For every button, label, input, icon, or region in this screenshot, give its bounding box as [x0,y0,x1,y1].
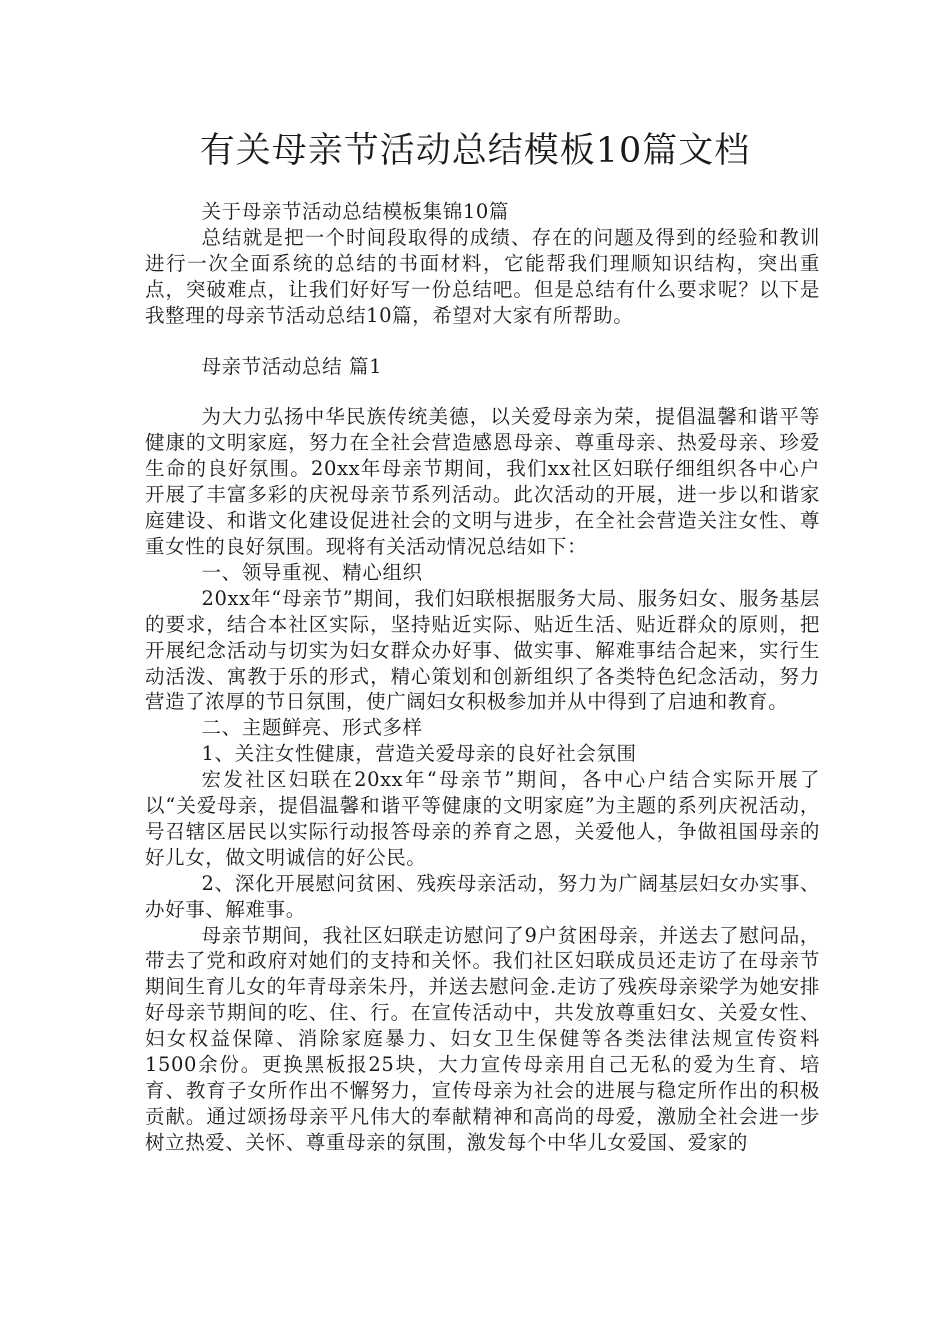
body-paragraph: 宏发社区妇联在20xx年“母亲节”期间，各中心户结合实际开展了以“关爱母亲，提倡温馨和谐平等健康的文明家庭”为主题的系列庆祝活动，号召辖区居民以实际行动报答母亲的养育之恩，关爱他人，争做祖国母亲的好儿女，做文明诚信的好公民。 [145,768,820,869]
subheading-two: 2、深化开展慰问贫困、残疾母亲活动，努力为广阔基层妇女办实事、办好事、解难事。 [145,871,820,921]
document-body [145,199,820,1156]
body-paragraph: 母亲节期间，我社区妇联走访慰问了9户贫困母亲，并送去了慰问品，带去了党和政府对她们的支持和关怀。我们社区妇联成员还走访了在母亲节期间生育儿女的年青母亲朱丹，并送去慰问金.走访了残疾母亲梁学为她安排好母亲节期间的吃、住、行。在宣传活动中，共发放尊重妇女、关爱女性、妇女权益保障、消除家庭暴力、妇女卫生保健等各类法律法规宣传资料1500余份。更换黑板报25块，大力宣传母亲用自己无私的爱为生育、培育、教育子女所作出不懈努力，宣传母亲为社会的进展与稳定所作出的积极贡献。通过颂扬母亲平凡伟大的奉献精神和高尚的母爱，激励全社会进一步树立热爱、关怀、尊重母亲的氛围，激发每个中华儿女爱国、爱家的 [145,923,820,1154]
subheading-one: 1、关注女性健康，营造关爱母亲的良好社会氛围 [201,742,637,766]
document-title: 有关母亲节活动总结模板10篇文档 [199,131,751,171]
section-heading: 母亲节活动总结 篇1 [201,354,383,378]
document-subtitle: 关于母亲节活动总结模板集锦10篇 [201,200,509,223]
intro-paragraph: 总结就是把一个时间段取得的成绩、存在的问题及得到的经验和教训进行一次全面系统的总结的书面材料，它能帮我们理顺知识结构，突出重点，突破难点，让我们好好写一份总结吧。但是总结有什么要求呢？以下是我整理的母亲节活动总结10篇，希望对大家有所帮助。 [145,225,820,327]
heading-two: 二、主题鲜亮、形式多样 [201,716,423,740]
body-paragraph: 20xx年“母亲节”期间，我们妇联根据服务大局、服务妇女、服务基层的要求，结合本社区实际，坚持贴近实际、贴近生活、贴近群众的原则，把开展纪念活动与切实为妇女群众办好事、做实事、解难事结合起来，实行生动活泼、寓教于乐的形式，精心策划和创新组织了各类特色纪念活动，努力营造了浓厚的节日氛围，使广阔妇女积极参加并从中得到了启迪和教育。 [145,586,820,714]
heading-one: 一、领导重视、精心组织 [201,560,423,584]
body-paragraph: 为大力弘扬中华民族传统美德，以关爱母亲为荣，提倡温馨和谐平等健康的文明家庭，努力在全社会营造感恩母亲、尊重母亲、热爱母亲、珍爱生命的良好氛围。20xx年母亲节期间，我们xx社区妇联仔细组织各中心户开展了丰富多彩的庆祝母亲节系列活动。此次活动的开展，进一步以和谐家庭建设、和谐文化建设促进社会的文明与进步，在全社会营造关注女性、尊重女性的良好氛围。现将有关活动情况总结如下： [145,405,820,558]
